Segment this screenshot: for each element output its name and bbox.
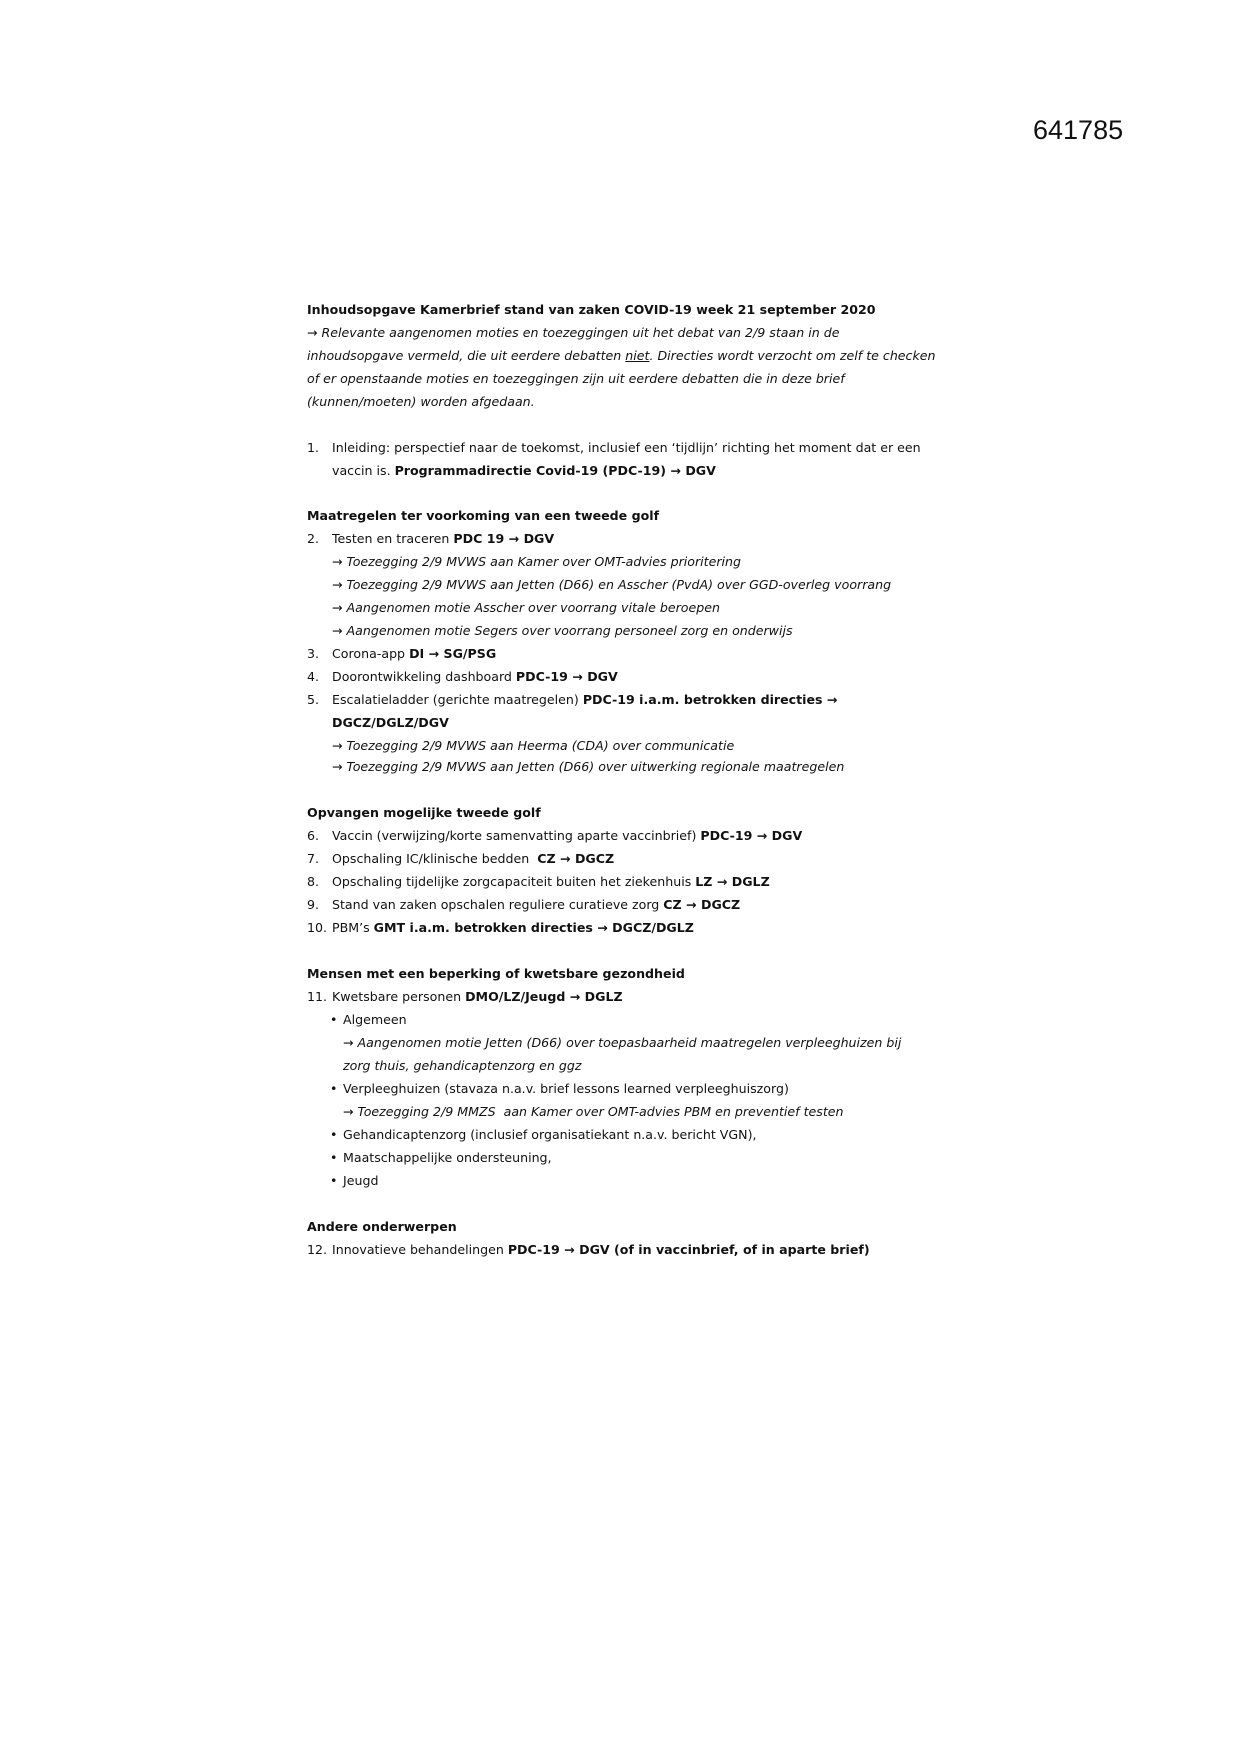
item-owner: DMO/LZ/Jeugd → DGLZ	[465, 989, 623, 1004]
intro-text: . Directies wordt verzocht om zelf te checken	[649, 348, 936, 363]
sub-item: → Aangenomen motie Asscher over voorrang vitale beroepen	[332, 600, 720, 615]
item-number: 8.	[307, 874, 320, 889]
sub-item: → Toezegging 2/9 MMZS aan Kamer over OMT-advies PBM en preventief testen	[343, 1104, 844, 1119]
item-owner-cont: DGCZ/DGLZ/DGV	[332, 715, 449, 730]
list-item-6	[307, 827, 802, 845]
list-item-10	[307, 919, 694, 937]
bullet-icon: •	[330, 1127, 338, 1142]
list-item-7	[307, 850, 614, 868]
bullet-text: Gehandicaptenzorg (inclusief organisatiekant n.a.v. bericht VGN),	[343, 1127, 757, 1142]
item-number: 4.	[307, 669, 320, 684]
bullet-text: Maatschappelijke ondersteuning,	[343, 1150, 552, 1165]
item-owner: PDC-19 i.a.m. betrokken directies →	[582, 692, 838, 707]
item-number: 3.	[307, 646, 320, 661]
list-item-5	[307, 691, 837, 709]
item-number: 6.	[307, 828, 320, 843]
sub-item: → Toezegging 2/9 MVWS aan Kamer over OMT-advies prioritering	[332, 554, 741, 569]
item-owner: LZ → DGLZ	[695, 874, 770, 889]
item-text: Corona-app	[332, 646, 410, 661]
bullet-item	[330, 1080, 789, 1098]
intro-line-4: (kunnen/moeten) worden afgedaan.	[307, 394, 535, 409]
list-item-8	[307, 873, 770, 891]
intro-line-1: → Relevante aangenomen moties en toezeggingen uit het debat van 2/9 staan in de	[307, 325, 840, 340]
item-number: 2.	[307, 531, 320, 546]
item-owner: PDC 19 → DGV	[453, 531, 555, 546]
item-owner: CZ → DGCZ	[663, 897, 741, 912]
item-text: Inleiding: perspectief naar de toekomst, inclusief een ‘tijdlijn’ richting het moment dat er een	[332, 440, 921, 455]
item-owner: PDC-19 → DGV (of in vaccinbrief, of in aparte brief)	[507, 1242, 870, 1257]
intro-line-2	[307, 347, 936, 365]
item-owner: Programmadirectie Covid-19 (PDC-19) → DGV	[394, 463, 716, 478]
sub-item: zorg thuis, gehandicaptenzorg en ggz	[343, 1058, 582, 1073]
document-title: Inhoudsopgave Kamerbrief stand van zaken COVID-19 week 21 september 2020	[307, 302, 876, 317]
bullet-item	[330, 1011, 407, 1029]
bullet-icon: •	[330, 1150, 338, 1165]
item-text: Vaccin (verwijzing/korte samenvatting aparte vaccinbrief)	[332, 828, 701, 843]
item-owner: CZ → DGCZ	[537, 851, 615, 866]
item-number: 1.	[307, 440, 320, 455]
sub-item: → Aangenomen motie Jetten (D66) over toepasbaarheid maatregelen verpleeghuizen bij	[343, 1035, 902, 1050]
list-item-11	[307, 988, 623, 1006]
item-text: PBM’s	[332, 920, 374, 935]
document-id: 641785	[1033, 115, 1124, 145]
bullet-item	[330, 1172, 378, 1190]
item-text: Escalatieladder (gerichte maatregelen)	[332, 692, 583, 707]
list-item-4	[307, 668, 618, 686]
section-heading-3: Mensen met een beperking of kwetsbare gezondheid	[307, 966, 685, 981]
item-text: Testen en traceren	[332, 531, 454, 546]
bullet-text: Jeugd	[343, 1173, 379, 1188]
intro-line-3: of er openstaande moties en toezeggingen zijn uit eerdere debatten die in deze brief	[307, 371, 845, 386]
item-text: Kwetsbare personen	[332, 989, 466, 1004]
item-number: 5.	[307, 692, 320, 707]
item-number: 12.	[307, 1242, 328, 1257]
item-text: Opschaling tijdelijke zorgcapaciteit buiten het ziekenhuis	[332, 874, 696, 889]
item-text: Stand van zaken opschalen reguliere curatieve zorg	[332, 897, 664, 912]
sub-item: → Toezegging 2/9 MVWS aan Jetten (D66) en Asscher (PvdA) over GGD-overleg voorrang	[332, 577, 892, 592]
list-item-3	[307, 645, 496, 663]
bullet-icon: •	[330, 1012, 338, 1027]
item-number: 7.	[307, 851, 320, 866]
bullet-icon: •	[330, 1081, 338, 1096]
section-heading-4: Andere onderwerpen	[307, 1219, 457, 1234]
intro-text: inhoudsopgave vermeld, die uit eerdere debatten	[307, 348, 626, 363]
bullet-icon: •	[330, 1173, 338, 1188]
item-text: Innovatieve behandelingen	[332, 1242, 508, 1257]
bullet-item	[330, 1149, 552, 1167]
item-number: 9.	[307, 897, 320, 912]
section-heading-1: Maatregelen ter voorkoming van een tweede golf	[307, 508, 660, 523]
item-owner: PDC-19 → DGV	[700, 828, 803, 843]
item-owner: DI → SG/PSG	[409, 646, 497, 661]
item-text: Doorontwikkeling dashboard	[332, 669, 516, 684]
bullet-text: Algemeen	[343, 1012, 407, 1027]
sub-item: → Toezegging 2/9 MVWS aan Jetten (D66) over uitwerking regionale maatregelen	[332, 759, 845, 774]
item-text: Opschaling IC/klinische bedden	[332, 851, 538, 866]
item-text: vaccin is.	[332, 463, 395, 478]
list-item-1-cont	[332, 462, 716, 480]
list-item-9	[307, 896, 740, 914]
bullet-item	[330, 1126, 757, 1144]
list-item-2	[307, 530, 554, 548]
section-heading-2: Opvangen mogelijke tweede golf	[307, 805, 541, 820]
item-number: 10.	[307, 920, 328, 935]
bullet-text: Verpleeghuizen (stavaza n.a.v. brief lessons learned verpleeghuiszorg)	[343, 1081, 789, 1096]
item-owner: PDC-19 → DGV	[515, 669, 618, 684]
list-item-1	[307, 439, 921, 457]
sub-item: → Toezegging 2/9 MVWS aan Heerma (CDA) over communicatie	[332, 738, 735, 753]
item-owner: GMT i.a.m. betrokken directies → DGCZ/DGLZ	[373, 920, 694, 935]
item-number: 11.	[307, 989, 328, 1004]
sub-item: → Aangenomen motie Segers over voorrang personeel zorg en onderwijs	[332, 623, 793, 638]
list-item-12	[307, 1241, 870, 1259]
intro-underlined: niet	[625, 348, 650, 363]
